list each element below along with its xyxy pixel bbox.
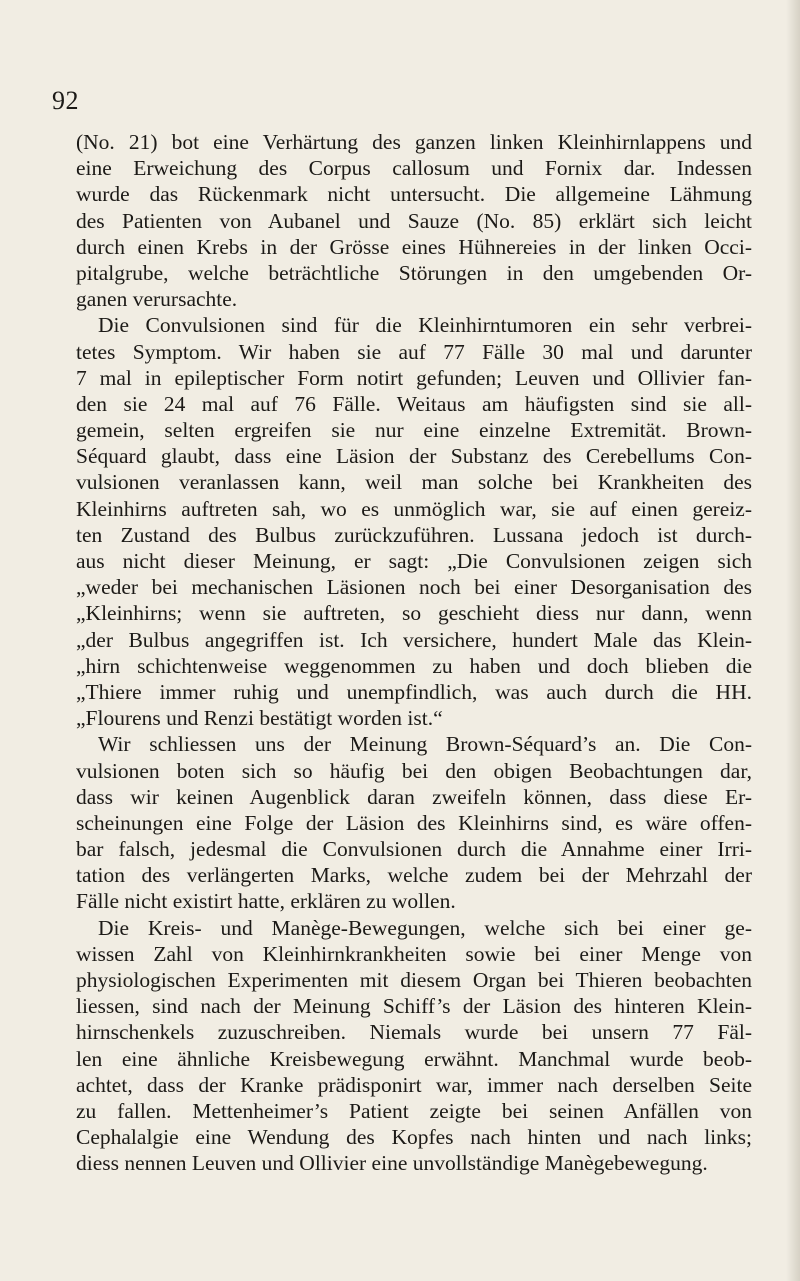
text-line: Kleinhirns auftreten sah, wo es unmöglich war, sie auf einen gereiz- bbox=[76, 496, 752, 521]
text-line: des Patienten von Aubanel und Sauze (No. 85) erklärt sich leicht bbox=[76, 208, 752, 233]
text-line: „hirn schichtenweise weggenommen zu haben und doch blieben die bbox=[76, 653, 752, 678]
text-line: Die Convulsionen sind für die Kleinhirntumoren ein sehr verbrei- bbox=[98, 313, 752, 338]
text-line: „Flourens und Renzi bestätigt worden ist.“ bbox=[76, 706, 443, 731]
text-line: durch einen Krebs in der Grösse eines Hühnereies in der linken Occi- bbox=[76, 234, 752, 259]
text-line: tation des verlängerten Marks, welche zudem bei der Mehrzahl der bbox=[76, 863, 752, 888]
text-line: dass wir keinen Augenblick daran zweifeln können, dass diese Er- bbox=[76, 784, 752, 809]
page-number: 92 bbox=[52, 86, 79, 115]
text-line: liessen, sind nach der Meinung Schiff’s der Läsion des hinteren Klein- bbox=[76, 994, 752, 1019]
body-text bbox=[76, 129, 752, 1177]
text-line: Die Kreis- und Manège-Bewegungen, welche sich bei einer ge- bbox=[98, 915, 752, 940]
paragraph bbox=[76, 312, 752, 731]
text-line: aus nicht dieser Meinung, er sagt: „Die Convulsionen zeigen sich bbox=[76, 549, 752, 573]
text-line: physiologischen Experimenten mit diesem Organ bei Thieren beobachten bbox=[76, 968, 752, 992]
text-line: den sie 24 mal auf 76 Fälle. Weitaus am häufigsten sind sie all- bbox=[76, 391, 752, 416]
text-line: 7 mal in epileptischer Form notirt gefunden; Leuven und Ollivier fan- bbox=[76, 365, 752, 390]
text-line: Cephalalgie eine Wendung des Kopfes nach hinten und nach links; bbox=[76, 1125, 752, 1150]
text-line: (No. 21) bot eine Verhärtung des ganzen linken Kleinhirnlappens und bbox=[76, 130, 752, 154]
text-line: bar falsch, jedesmal die Convulsionen durch die Annahme einer Irri- bbox=[76, 837, 752, 862]
text-line: ganen verursachte. bbox=[76, 287, 238, 312]
text-line: wurde das Rückenmark nicht untersucht. Die allgemeine Lähmung bbox=[76, 182, 752, 207]
paragraph bbox=[76, 915, 752, 1177]
paragraph bbox=[76, 731, 752, 914]
text-line: achtet, dass der Kranke prädisponirt war, immer nach derselben Seite bbox=[76, 1072, 752, 1097]
text-line: pitalgrube, welche beträchtliche Störungen in den umgebenden Or- bbox=[76, 260, 752, 285]
text-line: scheinungen eine Folge der Läsion des Kleinhirns sind, es wäre offen- bbox=[76, 810, 752, 835]
text-line: Séquard glaubt, dass eine Läsion der Substanz des Cerebellums Con- bbox=[76, 444, 752, 469]
text-line: wissen Zahl von Kleinhirnkrankheiten sowie bei einer Menge von bbox=[76, 941, 752, 966]
text-line: „Thiere immer ruhig und unempfindlich, was auch durch die HH. bbox=[76, 679, 752, 704]
text-line: Fälle nicht existirt hatte, erklären zu wollen. bbox=[76, 889, 456, 914]
text-line: zu fallen. Mettenheimer’s Patient zeigte bei seinen Anfällen von bbox=[76, 1098, 752, 1123]
page-edge-shadow bbox=[786, 0, 800, 1281]
text-line: diess nennen Leuven und Ollivier eine unvollständige Manègebewegung. bbox=[76, 1151, 708, 1176]
text-line: vulsionen boten sich so häufig bei den obigen Beobachtungen dar, bbox=[76, 758, 752, 783]
text-line: „Kleinhirns; wenn sie auftreten, so geschieht diess nur dann, wenn bbox=[76, 601, 752, 626]
text-line: gemein, selten ergreifen sie nur eine einzelne Extremität. Brown- bbox=[76, 418, 752, 443]
text-line: vulsionen veranlassen kann, weil man solche bei Krankheiten des bbox=[76, 470, 752, 495]
text-line: hirnschenkels zuzuschreiben. Niemals wurde bei unsern 77 Fäl- bbox=[76, 1020, 752, 1045]
text-line: Wir schliessen uns der Meinung Brown-Séquard’s an. Die Con- bbox=[98, 732, 752, 757]
text-line: „weder bei mechanischen Läsionen noch bei einer Desorganisation des bbox=[76, 575, 752, 600]
text-line: len eine ähnliche Kreisbewegung erwähnt. Manchmal wurde beob- bbox=[76, 1046, 752, 1071]
text-line: „der Bulbus angegriffen ist. Ich versichere, hundert Male das Klein- bbox=[76, 627, 752, 652]
text-line: eine Erweichung des Corpus callosum und Fornix dar. Indessen bbox=[76, 156, 752, 181]
text-line: ten Zustand des Bulbus zurückzuführen. Lussana jedoch ist durch- bbox=[76, 522, 752, 547]
paragraph bbox=[76, 129, 752, 312]
text-line: tetes Symptom. Wir haben sie auf 77 Fälle 30 mal und darunter bbox=[76, 339, 752, 364]
